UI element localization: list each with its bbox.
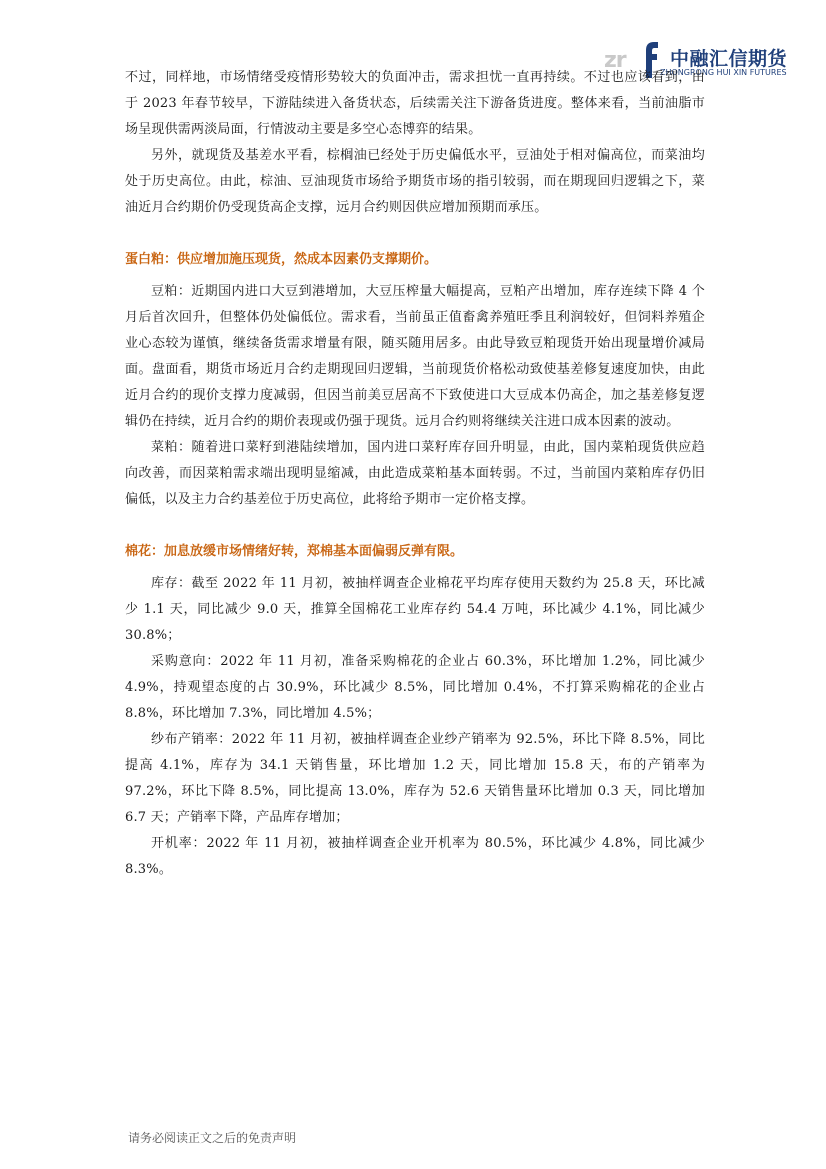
report-body <box>125 65 705 883</box>
rapeseed-meal-paragraph: 菜粕：随着进口菜籽到港陆续增加，国内进口菜籽库存回升明显，由此，国内菜粕现货供应趋向改善，而因菜粕需求端出现明显缩减，由此造成菜粕基本面转弱。不过，当前国内菜粕库存仍旧偏低，以及主力合约基差位于历史高位，此将给予期市一定价格支撑。 <box>125 440 705 507</box>
logo-english-name: ZHONGRONG HUI XIN FUTURES <box>660 68 787 77</box>
cotton-inventory-paragraph: 库存：截至 2022 年 11 月初，被抽样调查企业棉花平均库存使用天数约为 25.8 天，环比减少 1.1 天，同比减少 9.0 天，推算全国棉花工业库存约 54.4 万吨，环比减少 4.1%，同比减少 30.8%； <box>125 576 705 643</box>
yarn-sales-paragraph: 纱布产销率：2022 年 11 月初，被抽样调查企业纱产销率为 92.5%，环比下降 8.5%，同比提高 4.1%，库存为 34.1 天销售量，环比增加 1.2 天，同比增加 15.8 天，布的产销率为 97.2%，环比下降 8.5%，同比提高 13.0%，库存为 52.6 天销售量环比增加 0.3 天，同比增加 6.7 天；产销率下降，产品库存增加； <box>125 732 705 825</box>
section-heading-cotton: 棉花：加息放缓市场情绪好转，郑棉基本面偏弱反弹有限。 <box>125 544 464 559</box>
intro-paragraph-1: 不过，同样地，市场情绪受疫情形势较大的负面冲击，需求担忧一直再持续。不过也应该看到，由于 2023 年春节较早，下游陆续进入备货状态，后续需关注下游备货进度。整体来看，当前油脂市场呈现供需两淡局面，行情波动主要是多空心态博弈的结果。 <box>125 70 705 137</box>
soymeal-paragraph: 豆粕：近期国内进口大豆到港增加，大豆压榨量大幅提高，豆粕产出增加，库存连续下降 4 个月后首次回升，但整体仍处偏低位。需求看，当前虽正值畜禽养殖旺季且利润较好，但饲料养殖企业心态较为谨慎，继续备货需求增量有限，随买随用居多。由此导致豆粕现货开始出现量增价减局面。盘面看，期货市场近月合约走期现回归逻辑，当前现货价格松动致使基差修复速度加快，由此近月合约的现价支撑力度减弱，但因当前美豆居高不下致使进口大豆成本仍高企，加之基差修复逻辑仍在持续，近月合约的期价表现或仍强于现货。远月合约则将继续关注进口成本因素的波动。 <box>125 284 705 429</box>
logo-company-name: 中融汇信期货 <box>670 48 788 70</box>
operating-rate-paragraph: 开机率：2022 年 11 月初，被抽样调查企业开机率为 80.5%，环比减少 4.8%，同比减少 8.3%。 <box>125 836 705 877</box>
logo-zr-mark: zr <box>604 48 626 73</box>
disclaimer-footer: 请务必阅读正文之后的免责声明 <box>128 1131 297 1145</box>
cotton-purchase-paragraph: 采购意向：2022 年 11 月初，准备采购棉花的企业占 60.3%，环比增加 1.2%，同比减少 4.9%，持观望态度的占 30.9%，环比减少 8.5%，同比增加 0.4%，不打算采购棉花的企业占 8.8%，环比增加 7.3%，同比增加 4.5%； <box>125 654 705 721</box>
intro-paragraph-2: 另外，就现货及基差水平看，棕榈油已经处于历史偏低水平，豆油处于相对偏高位，而菜油均处于历史高位。由此，棕油、豆油现货市场给予期货市场的指引较弱，而在期现回归逻辑之下，菜油近月合约期价仍受现货高企支撑，远月合约则因供应增加预期而承压。 <box>125 148 705 215</box>
section-heading-protein-meal: 蛋白粕：供应增加施压现货，然成本因素仍支撑期价。 <box>125 252 438 267</box>
